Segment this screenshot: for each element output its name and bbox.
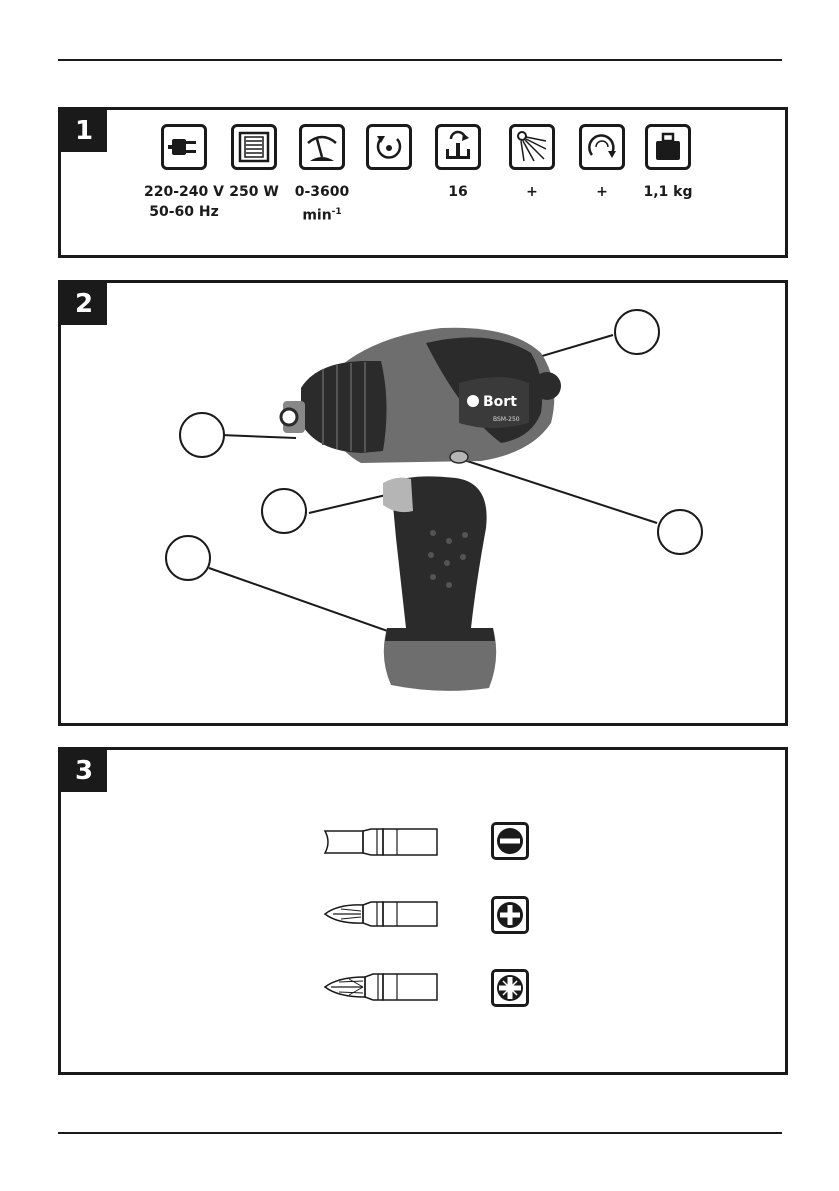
spec-label-light: + <box>526 184 538 200</box>
callout-battery-base <box>165 535 211 581</box>
pozidriv-bit-drawing <box>323 971 441 1003</box>
power-plug-icon <box>161 124 207 170</box>
motor-icon <box>231 124 277 170</box>
bottom-rule <box>58 1132 782 1134</box>
screwdriver-illustration <box>61 283 785 723</box>
panel-specifications <box>58 107 788 258</box>
slotted-screw-icon <box>491 822 529 860</box>
phillips-bit-drawing <box>323 899 441 929</box>
spec-label-torque: 16 <box>448 184 468 200</box>
panel-tool-overview <box>58 280 788 726</box>
reverse-rotation-icon <box>366 124 412 170</box>
spec-label-speed: 0-3600 $\min^{-1}$ <box>294 184 350 224</box>
phillips-screw-icon <box>491 896 529 934</box>
panel-number: 1 <box>61 110 107 152</box>
weight-icon <box>645 124 691 170</box>
panel-bits <box>58 747 788 1075</box>
spec-label-impact: + <box>596 184 608 200</box>
model-label: BSM-250 <box>493 416 520 423</box>
top-rule <box>58 59 782 61</box>
led-light-icon <box>509 124 555 170</box>
spec-label-power: 220-240 V 50-60 Hz <box>144 184 224 220</box>
brand-logo: Bort <box>483 394 517 410</box>
torque-settings-icon <box>435 124 481 170</box>
slotted-bit-drawing <box>323 827 441 857</box>
callout-led-light <box>657 509 703 555</box>
impact-function-icon <box>579 124 625 170</box>
spec-label-wattage: 250 W <box>229 184 279 200</box>
speed-gauge-icon <box>299 124 345 170</box>
callout-reverse-switch <box>614 309 660 355</box>
callout-trigger <box>261 488 307 534</box>
pozidriv-screw-icon <box>491 969 529 1007</box>
callout-bit-holder <box>179 412 225 458</box>
panel-number: 2 <box>61 283 107 325</box>
panel-number: 3 <box>61 750 107 792</box>
spec-label-weight: 1,1 kg <box>643 184 693 200</box>
